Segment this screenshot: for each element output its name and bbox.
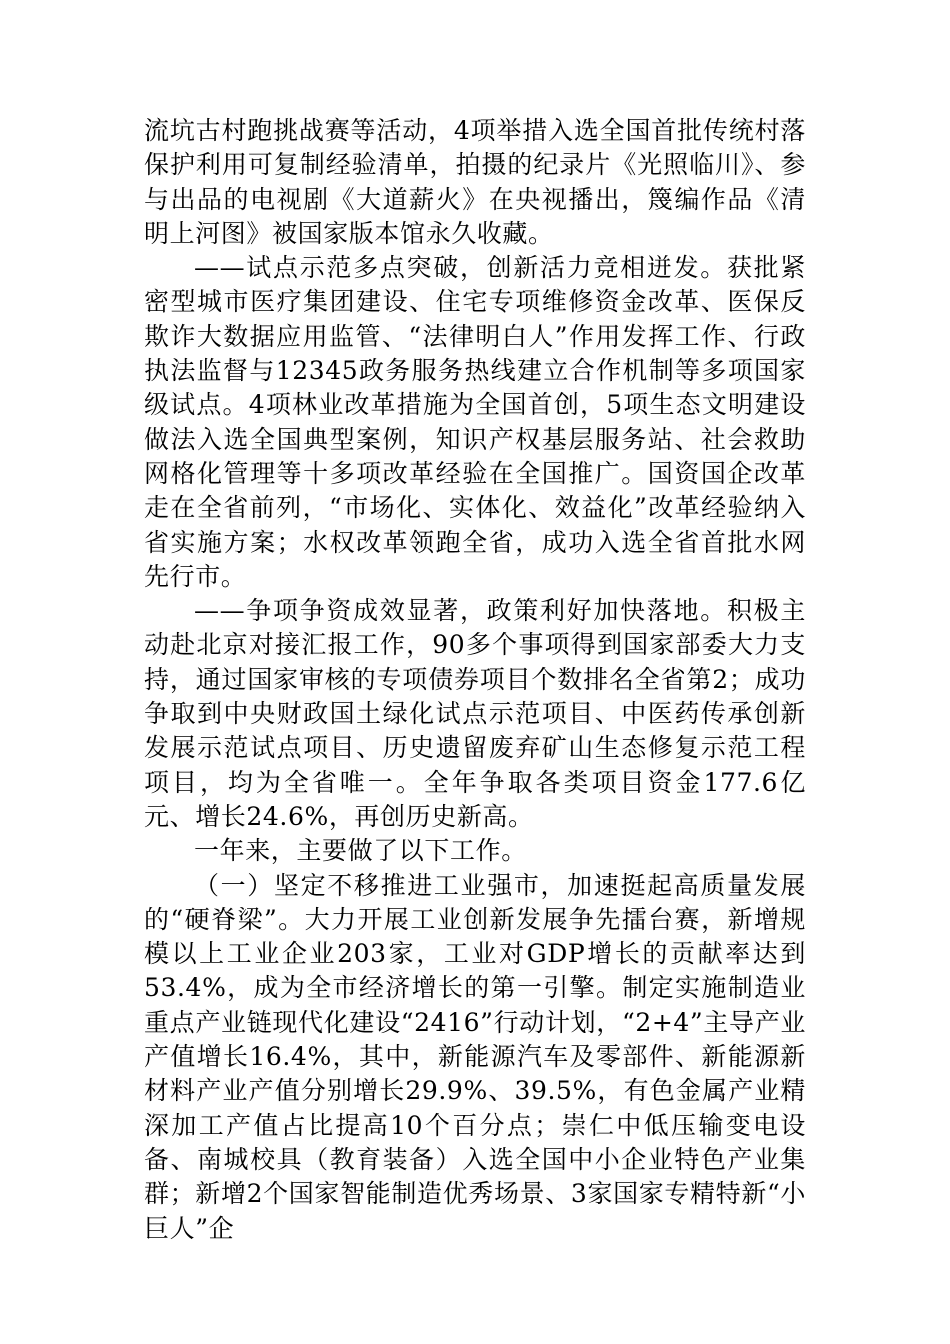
paragraph-industrial-city: （一）坚定不移推进工业强市，加速挺起高质量发展的“硬脊梁”。大力开展工业创新发展争先擂台赛，新增规模以上工业企业203家，工业对GDP增长的贡献率达到53.4%，成为全市经济增长的第一引擎。制定实施制造业重点产业链现代化建设“2416”行动计划，“2+4”主导产业产值增长16.4%，其中，新能源汽车及零部件、新能源新材料产业产值分别增长29.9%、39.5%，有色金属产业精深加工产值占比提高10个百分点；崇仁中低压输变电设备、南城校具（教育装备）入选全国中小企业特色产业集群；新增2个国家智能制造优秀场景、3家国家专精特新“小巨人”企	[144, 870, 806, 1243]
paragraph-pilot-demonstration: ——试点示范多点突破，创新活力竞相迸发。获批紧密型城市医疗集团建设、住宅专项维修资金改革、医保反欺诈大数据应用监管、“法律明白人”作用发挥工作、行政执法监督与12345政务服务热线建立合作机制等多项国家级试点。4项林业改革措施为全国首创，5项生态文明建设做法入选全国典型案例，知识产权基层服务站、社会救助网格化管理等十多项改革经验在全国推广。国资国企改革走在全省前列，“市场化、实体化、效益化”改革经验纳入省实施方案；水权改革领跑全省，成功入选全省首批水网先行市。	[144, 253, 806, 591]
paragraph-cultural-activities: 流坑古村跑挑战赛等活动，4项举措入选全国首批传统村落保护利用可复制经验清单，拍摄的纪录片《光照临川》、参与出品的电视剧《大道薪火》在央视播出，篾编作品《清明上河图》被国家版本馆永久收藏。	[144, 116, 806, 248]
paragraph-project-funding: ——争项争资成效显著，政策利好加快落地。积极主动赴北京对接汇报工作，90多个事项得到国家部委大力支持，通过国家审核的专项债券项目个数排名全省第2；成功争取到中央财政国土绿化试点示范项目、中医药传承创新发展示范试点项目、历史遗留废弃矿山生态修复示范工程项目，均为全省唯一。全年争取各类项目资金177.6亿元、增长24.6%，再创历史新高。	[144, 596, 806, 831]
paragraph-work-summary-intro: 一年来，主要做了以下工作。	[194, 836, 527, 866]
document-page	[144, 114, 806, 1246]
